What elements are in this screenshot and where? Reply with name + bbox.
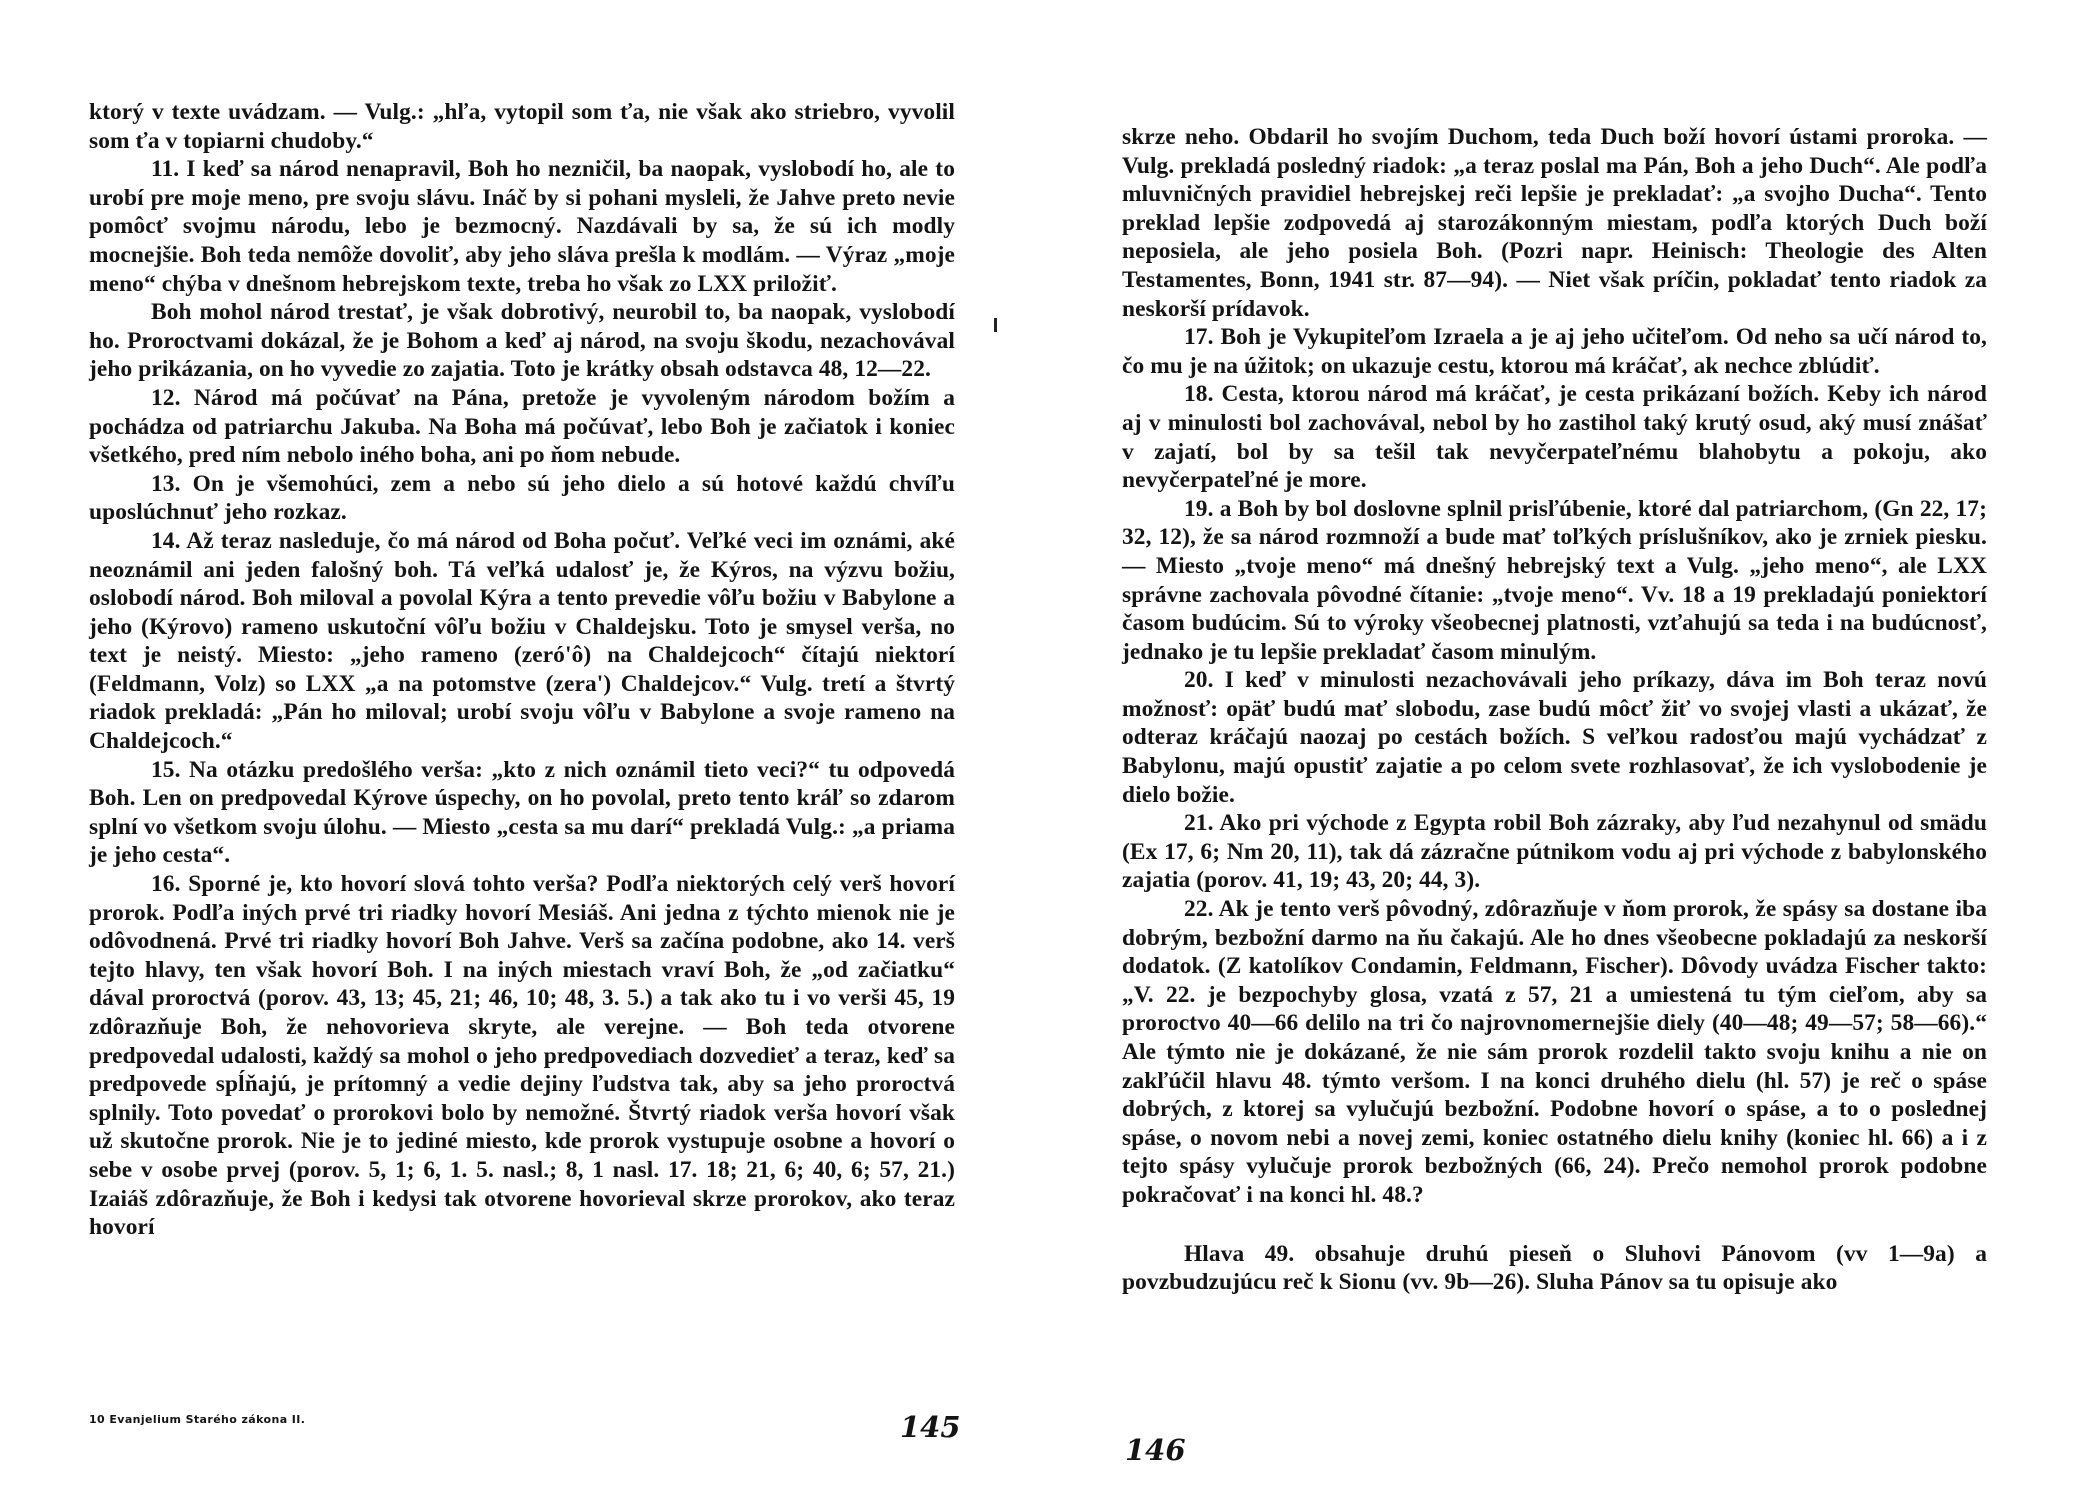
paragraph: 15. Na otázku predošlého verša: „kto z nich oznámil tieto veci?“ tu odpovedá Boh. Len on predpovedal Kýrove úspechy, on ho povolal, preto tento kráľ so zdarom splní vo všetkom svoju úlohu. — Miesto „cesta sa mu darí“ prekladá Vulg.: „a priama je jeho cesta“.: [89, 756, 955, 869]
paragraph: 19. a Boh by bol doslovne splnil prisľúbenie, ktoré dal patriarchom, (Gn 22, 17; 32, 12), že sa národ rozmnoží a bude mať toľkých príslušníkov, ako je zrniek piesku. — Miesto „tvoje meno“ má dnešný hebrejský text a Vulg. „jeho meno“, ale LXX správne zachovala pôvodné čítanie: „tvoje meno“. Vv. 18 a 19 prekladajú poniektorí časom budúcim. Sú to výroky všeobecnej platnosti, vzťahujú sa teda i na budúcnosť, jednako je tu lepšie prekladať časom minulým.: [1122, 495, 1987, 665]
paragraph: 18. Cesta, ktorou národ má kráčať, je cesta prikázaní božích. Keby ich národ aj v minulosti bol zachovával, nebol by ho zastihol taký krutý osud, aký musí znášať v zajatí, bol by sa tešil tak nevyčerpateľnému blahobytu a pokoju, ako nevyčerpateľné je more.: [1122, 381, 1987, 494]
print-mark: [994, 318, 997, 332]
paragraph: 13. On je všemohúci, zem a nebo sú jeho dielo a sú hotové každú chvíľu uposlúchnuť jeho rozkaz.: [89, 470, 955, 526]
right-page-text: [1122, 123, 1987, 1297]
page-number: 146: [1125, 1433, 1186, 1467]
footer-signature: 10 Evanjelium Starého zákona II.: [89, 1413, 306, 1426]
paragraph: 17. Boh je Vykupiteľom Izraela a je aj jeho učiteľom. Od neho sa učí národ to, čo mu je na úžitok; on ukazuje cestu, ktorou má kráčať, ak nechce zblúdiť.: [1122, 324, 1987, 379]
paragraph: 12. Národ má počúvať na Pána, pretože je vyvoleným národom božím a pochádza od patriarchu Jakuba. Na Boha má počúvať, lebo Boh je začiatok i koniec všetkého, pred ním nebolo iného boha, ani po ňom nebude.: [89, 384, 955, 469]
right-page: [1040, 0, 2086, 1500]
paragraph: ktorý v texte uvádzam. — Vulg.: „hľa, vytopil som ťa, nie však ako striebro, vyvolil som ťa v topiarni chudoby.“: [89, 99, 955, 154]
paragraph: 16. Sporné je, kto hovorí slová tohto verša? Podľa niektorých celý verš hovorí prorok. Podľa iných prvé tri riadky hovorí Mesiáš. Ani jedna z týchto mienok nie je odôvodnená. Prvé tri riadky hovorí Boh Jahve. Verš sa začína podobne, ako 14. verš tejto hlavy, ten však hovorí Boh. I na iných miestach vraví Boh, že „od začiatku“ dával proroctvá (porov. 43, 13; 45, 21; 46, 10; 48, 3. 5.) a tak ako tu i vo verši 45, 19 zdôrazňuje Boh, že nehovorieva skryte, ale verejne. — Boh teda otvorene predpovedal udalosti, každý sa mohol o jeho predpovediach dozvedieť a teraz, keď sa predpovede spĺňajú, je prítomný a vedie dejiny ľudstva tak, aby sa jeho proroctvá splnily. Toto povedať o prorokovi bolo by nemožné. Štvrtý riadok verša hovorí však už skutočne prorok. Nie je to jediné miesto, kde prorok vystupuje osobne a hovorí o sebe v osobe prvej (porov. 5, 1; 6, 1. 5. nasl.; 8, 1 nasl. 17. 18; 21, 6; 40, 6; 57, 21.) Izaiáš zdôrazňuje, že Boh i kedysi tak otvorene hovorieval skrze prorokov, ako teraz hovorí: [89, 871, 955, 1241]
left-page: [0, 0, 1040, 1500]
left-page-text: [89, 98, 955, 1242]
paragraph: Boh mohol národ trestať, je však dobrotivý, neurobil to, ba naopak, vyslobodí ho. Proroctvami dokázal, že je Bohom a keď aj národ, na svoju škodu, nezachovával jeho prikázania, on ho vyvedie zo zajatia. Toto je krátky obsah odstavca 48, 12—22.: [89, 299, 955, 383]
paragraph: skrze neho. Obdaril ho svojím Duchom, teda Duch boží hovorí ústami proroka. — Vulg. prekladá posledný riadok: „a teraz poslal ma Pán, Boh a jeho Duch“. Ale podľa mluvničných pravidiel hebrejskej reči lepšie je prekladať: „a svojho Ducha“. Tento preklad lepšie zodpovedá aj starozákonným miestam, podľa ktorých Duch boží neposiela, ale jeho posiela Boh. (Pozri napr. Heinisch: Theologie des Alten Testamentes, Bonn, 1941 str. 87—94). — Niet však príčin, pokladať tento riadok za neskorší prídavok.: [1122, 124, 1987, 322]
paragraph: 20. I keď v minulosti nezachovávali jeho príkazy, dáva im Boh teraz novú možnosť: opäť budú mať slobodu, zase budú môcť žiť vo svojej vlasti a ukázať, že odteraz kráčajú naozaj po cestách božích. S veľkou radosťou majú vychádzať z Babylonu, majú opustiť zajatie a po celom svete rozhlasovať, že ich vyslobodenie je dielo božie.: [1122, 667, 1987, 808]
paragraph: 14. Až teraz nasleduje, čo má národ od Boha počuť. Veľké veci im oznámi, aké neoznámil ani jeden falošný boh. Tá veľká udalosť je, že Kýros, na výzvu božiu, oslobodí národ. Boh miloval a povolal Kýra a tento prevedie vôľu božiu v Babylone a jeho (Kýrovo) rameno uskutoční vôľu božiu v Chaldejsku. Toto je smysel verša, no text je neistý. Miesto: „jeho rameno (zeró'ô) na Chaldejcoch“ čítajú niektorí (Feldmann, Volz) so LXX „a na potomstve (zera') Chaldejcov.“ Vulg. tretí a štvrtý riadok prekladá: „Pán ho miloval; urobí svoju vôľu v Babylone a svoje rameno na Chaldejcoch.“: [89, 527, 955, 755]
chapter-intro-paragraph: Hlava 49. obsahuje druhú pieseň o Sluhovi Pánovom (vv 1—9a) a povzbudzujúcu reč k Sionu (vv. 9b—26). Sluha Pánov sa tu opisuje ako: [1122, 1240, 1987, 1296]
paragraph: 21. Ako pri východe z Egypta robil Boh zázraky, aby ľud nezahynul od smädu (Ex 17, 6; Nm 20, 11), tak dá zázračne pútnikom vodu aj pri východe z babylonského zajatia (porov. 41, 19; 43, 20; 44, 3).: [1122, 810, 1987, 894]
paragraph: 11. I keď sa národ nenapravil, Boh ho nezničil, ba naopak, vyslobodí ho, ale to urobí pre moje meno, pre svoju slávu. Ináč by si pohani mysleli, že Jahve preto nevie pomôcť svojmu národu, lebo je bezmocný. Nazdávali by sa, že sú ich modly mocnejšie. Boh teda nemôže dovoliť, aby jeho sláva prešla k modlám. — Výraz „moje meno“ chýba v dnešnom hebrejskom texte, treba ho však zo LXX priložiť.: [89, 156, 955, 297]
paragraph: 22. Ak je tento verš pôvodný, zdôrazňuje v ňom prorok, že spásy sa dostane iba dobrým, bezbožní darmo na ňu čakajú. Ale ho dnes všeobecne pokladajú za neskorší dodatok. (Z katolíkov Condamin, Feldmann, Fischer). Dôvody uvádza Fischer takto: „V. 22. je bezpochyby glosa, vzatá z 57, 21 a umiestená tu tým cieľom, aby sa proroctvo 40—66 delilo na tri čo najrovnomernejšie diely (40—48; 49—57; 58—66).“ Ale týmto nie je dokázané, že nie sám prorok rozdelil takto svoju knihu a nie on zakľúčil hlavu 48. týmto veršom. I na konci druhého dielu (hl. 57) je reč o spáse dobrých, z ktorej sa vylučujú bezbožní. Podobne hovorí o spáse, a to o poslednej spáse, o novom nebi a novej zemi, koniec ostatného dielu knihy (koniec hl. 66) a i z tejto spásy vylučuje prorok bezbožných (66, 24). Prečo nemohol prorok podobne pokračovať i na konci hl. 48.?: [1122, 896, 1987, 1208]
page-number: 145: [900, 1410, 961, 1444]
